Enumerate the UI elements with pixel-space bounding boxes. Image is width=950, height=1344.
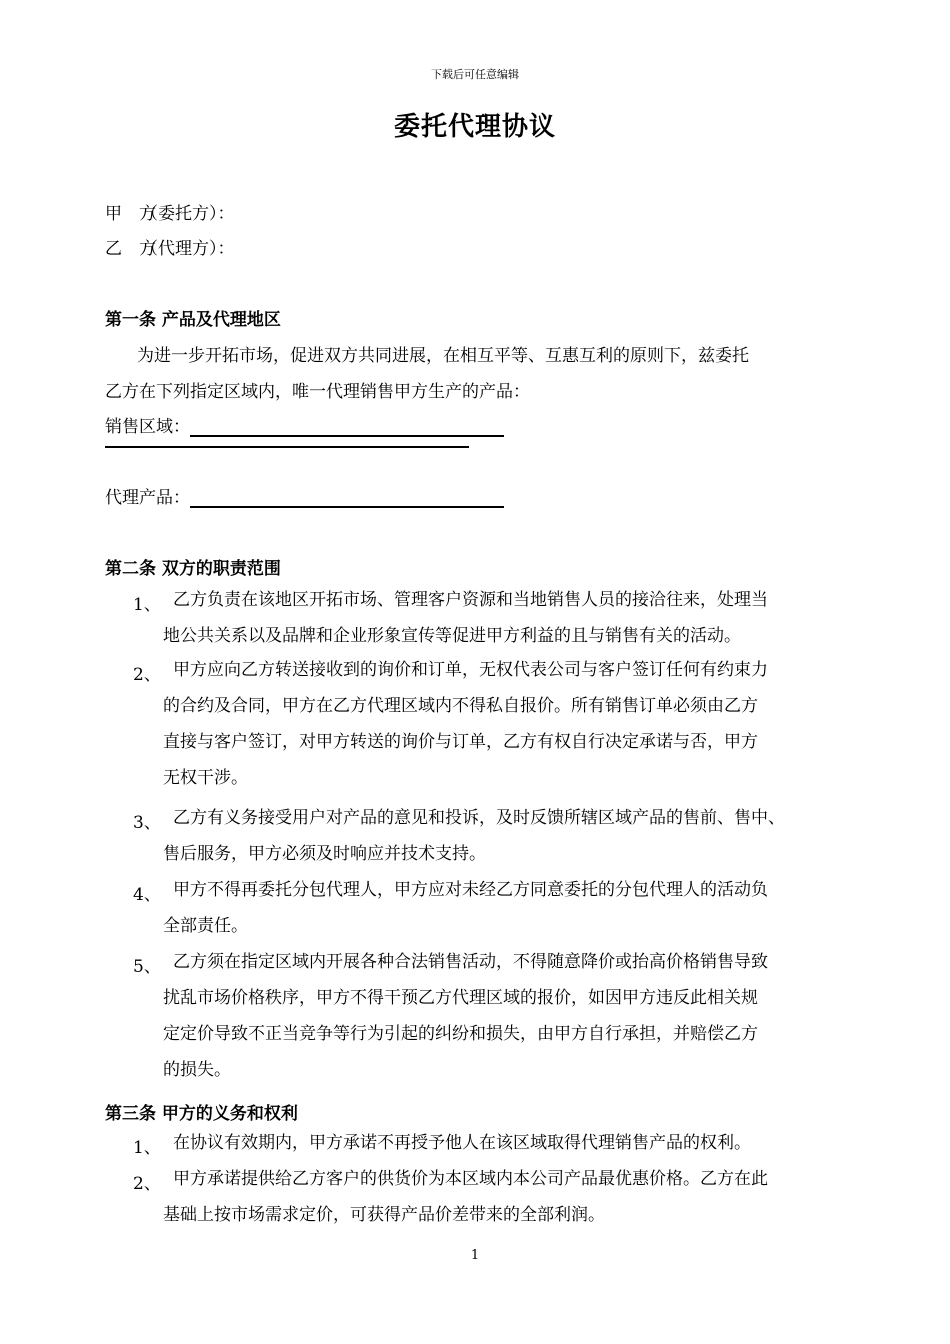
party-a-label: 甲 方 xyxy=(105,204,156,224)
sales-region-label: 销售区域： xyxy=(105,417,190,437)
item-text-line: 定定价导致不正当竞争等行为引起的纠纷和损失，由甲方自行承担，并赔偿乙方 xyxy=(163,1024,758,1044)
item-text-line: 乙方负责在该地区开拓市场、管理客户资源和当地销售人员的接洽往来，处理当 xyxy=(173,590,768,610)
header-note: 下载后可任意编辑 xyxy=(431,68,519,81)
item-number: 1、 xyxy=(133,595,161,615)
sales-region-continuation-rule xyxy=(105,446,469,448)
party-a-line xyxy=(105,199,235,224)
agent-product-blank xyxy=(190,486,504,508)
article3-heading: 第三条 甲方的义务和权利 xyxy=(105,1104,298,1124)
article1-para-line2: 乙方在下列指定区域内，唯一代理销售甲方生产的产品： xyxy=(105,382,530,402)
item-text-line: 无权干涉。 xyxy=(163,768,248,788)
sales-region-blank xyxy=(190,415,504,437)
item-text-line: 甲方应向乙方转送接收到的询价和订单，无权代表公司与客户签订任何有约束力 xyxy=(173,660,768,680)
item-text-line: 乙方有义务接受用户对产品的意见和投诉，及时反馈所辖区域产品的售前、售中、 xyxy=(173,808,785,828)
document-title: 委托代理协议 xyxy=(393,112,556,142)
sales-region-line xyxy=(105,412,504,437)
item-text-line: 在协议有效期内，甲方承诺不再授予他人在该区域取得代理销售产品的权利。 xyxy=(173,1133,751,1153)
item-number: 1、 xyxy=(133,1138,161,1158)
item-text-line: 基础上按市场需求定价，可获得产品价差带来的全部利润。 xyxy=(163,1205,605,1225)
item-number: 5、 xyxy=(133,957,161,977)
item-text-line: 售后服务，甲方必须及时响应并技术支持。 xyxy=(163,844,486,864)
article1-para-line1: 为进一步开拓市场，促进双方共同进展，在相互平等、互惠互利的原则下，兹委托 xyxy=(137,346,749,366)
item-number: 4、 xyxy=(133,885,161,905)
item-text-line: 直接与客户签订，对甲方转送的询价与订单，乙方有权自行决定承诺与否，甲方 xyxy=(163,732,758,752)
item-text-line: 的损失。 xyxy=(163,1060,231,1080)
item-number: 2、 xyxy=(133,1174,161,1194)
item-text-line: 乙方须在指定区域内开展各种合法销售活动，不得随意降价或抬高价格销售导致 xyxy=(173,952,768,972)
party-a-role: （委托方）： xyxy=(141,204,235,224)
item-text-line: 全部责任。 xyxy=(163,916,248,936)
page-number: 1 xyxy=(470,1248,480,1263)
item-number: 3、 xyxy=(133,813,161,833)
article1-heading: 第一条 产品及代理地区 xyxy=(105,310,281,330)
item-text-line: 甲方不得再委托分包代理人，甲方应对未经乙方同意委托的分包代理人的活动负 xyxy=(173,880,768,900)
item-text-line: 甲方承诺提供给乙方客户的供货价为本区域内本公司产品最优惠价格。乙方在此 xyxy=(173,1169,768,1189)
item-text-line: 扰乱市场价格秩序，甲方不得干预乙方代理区域的报价，如因甲方违反此相关规 xyxy=(163,988,758,1008)
article2-heading: 第二条 双方的职责范围 xyxy=(105,559,281,579)
party-b-label: 乙 方 xyxy=(105,239,156,259)
item-text-line: 的合约及合同，甲方在乙方代理区域内不得私自报价。所有销售订单必须由乙方 xyxy=(163,696,758,716)
party-b-role: （代理方）： xyxy=(141,239,235,259)
item-text-line: 地公共关系以及品牌和企业形象宣传等促进甲方利益的且与销售有关的活动。 xyxy=(163,626,741,646)
agent-product-line xyxy=(105,483,504,508)
agent-product-label: 代理产品： xyxy=(105,488,190,508)
party-b-line xyxy=(105,234,235,259)
item-number: 2、 xyxy=(133,665,161,685)
